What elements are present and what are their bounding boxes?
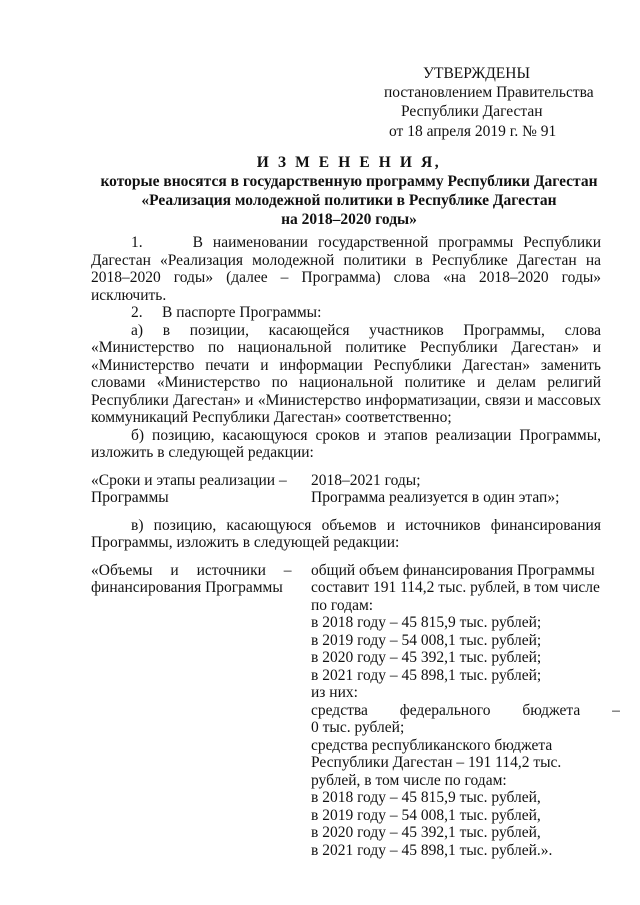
deadlines-table — [91, 472, 601, 507]
sub-item-b-paragraph: б) позицию, касающуюся сроков и этапов реализации Программы, изложить в следующей редакции: — [91, 426, 601, 461]
approval-title: УТВЕРЖДЕНЫ — [423, 65, 530, 82]
financing-value-line: Республики Дагестан – 191 114,2 тыс. — [311, 754, 562, 771]
approval-line-2: постановлением Правительства — [384, 84, 594, 102]
deadlines-label-line: «Сроки и этапы реализации – — [91, 471, 287, 489]
heading-line-3: «Реализация молодежной политики в Республике Дагестан — [141, 192, 557, 209]
item-1-paragraph: 1. В наименовании государственной программы Республики Дагестан «Реализация молодежной политики в Республике Дагестан на 2018–2020 годы» (далее – Программа) слова «на 2018–2020 годы» исключить. — [91, 234, 601, 304]
heading-title: И З М Е Н Е Н И Я, — [256, 154, 442, 171]
financing-value-line: общий объем финансирования Программы — [311, 561, 595, 579]
approval-stamp — [378, 64, 618, 141]
sub-item-a-paragraph: а) в позиции, касающейся участников Программы, слова «Министерство по национальной политике Республики Дагестан» и «Министерство печати и информации Республики Дагестан» заменить словами «Министерство по национальной политике и делам религий Республики Дагестан» и «Министерство информатизации, связи и массовых коммуникаций Республики Дагестан» соответственно; — [91, 321, 601, 426]
item-2-paragraph: 2. В паспорте Программы: — [131, 304, 322, 321]
deadlines-label-cell — [91, 472, 311, 507]
document-body — [91, 234, 620, 859]
deadlines-value-line: 2018–2021 годы; — [311, 471, 421, 489]
heading-line-2: которые вносятся в государственную программу Республики Дагестан — [100, 173, 598, 190]
financing-value-line: рублей, в том числе по годам: — [311, 771, 507, 789]
approval-line-3: Республики Дагестан — [401, 103, 543, 121]
financing-value-cell — [311, 562, 620, 860]
financing-value-line: в 2019 году – 54 008,1 тыс. рублей, — [311, 806, 541, 824]
financing-value-line: в 2020 году – 45 392,1 тыс. рублей, — [311, 824, 541, 841]
financing-value-line: по годам: — [311, 596, 374, 614]
financing-value-line: составит 191 114,2 тыс. рублей, в том числе — [311, 579, 600, 596]
document-heading — [88, 153, 610, 229]
financing-value-line: в 2018 году – 45 815,9 тыс. рублей; — [311, 614, 542, 631]
approval-date: от 18 апреля 2019 г. № 91 — [389, 122, 557, 140]
financing-label-line: «Объемы и источники – — [91, 561, 292, 579]
financing-label-cell — [91, 562, 311, 860]
financing-value-line: в 2018 году – 45 815,9 тыс. рублей, — [311, 789, 541, 806]
deadlines-value-line: Программа реализуется в один этап»; — [311, 489, 560, 506]
financing-value-line: в 2020 году – 45 392,1 тыс. рублей; — [311, 649, 542, 666]
financing-value-line: 0 тыс. рублей; — [311, 719, 405, 736]
financing-value-line: из них: — [311, 684, 358, 701]
heading-line-4: на 2018–2020 годы» — [281, 211, 417, 228]
financing-label-line: финансирования Программы — [91, 579, 283, 596]
financing-value-line: средства республиканского бюджета — [311, 736, 553, 754]
financing-table — [91, 561, 620, 860]
deadlines-value-cell — [311, 472, 601, 507]
deadlines-label-line: Программы — [91, 489, 169, 506]
financing-value-line: в 2019 году – 54 008,1 тыс. рублей; — [311, 631, 542, 649]
financing-value-line: в 2021 году – 45 898,1 тыс. рублей.». — [311, 841, 553, 859]
financing-value-line: средства федерального бюджета – — [311, 701, 620, 719]
financing-value-line: в 2021 году – 45 898,1 тыс. рублей; — [311, 666, 542, 684]
sub-item-v-paragraph: в) позицию, касающуюся объемов и источников финансирования Программы, изложить в следующей редакции: — [91, 516, 601, 551]
